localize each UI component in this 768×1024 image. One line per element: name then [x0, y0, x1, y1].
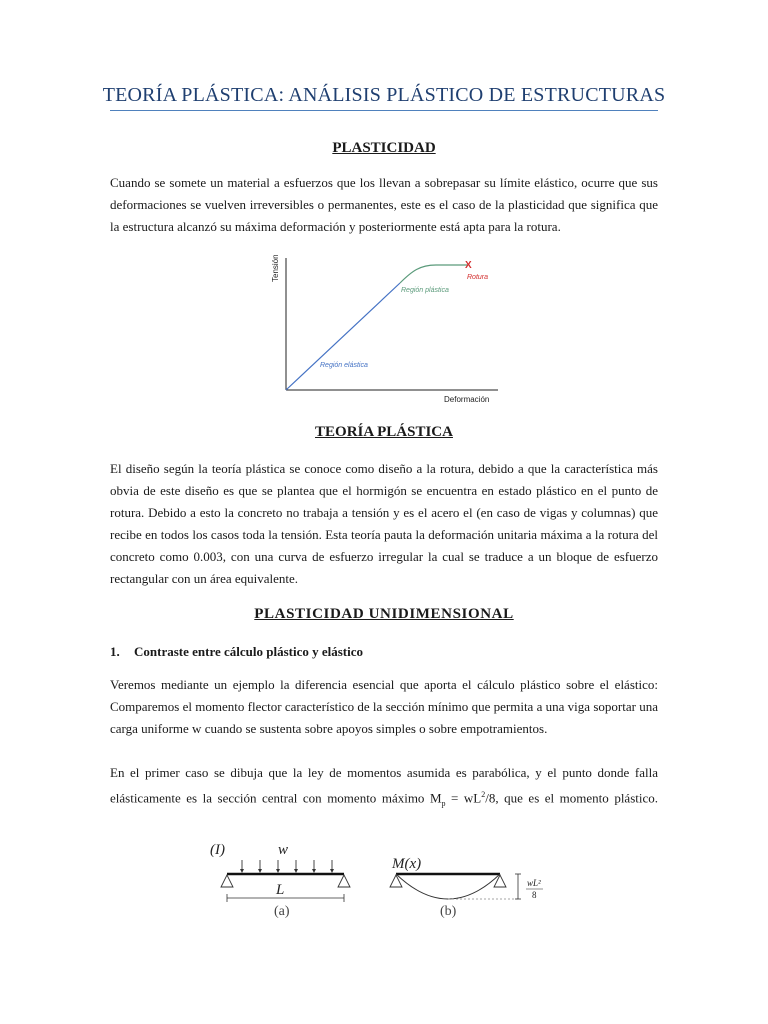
text-segment: = wL — [445, 790, 482, 806]
subheading-title: Contraste entre cálculo plástico y elástico — [134, 644, 364, 659]
caption-a: (a) — [274, 904, 290, 919]
stress-strain-chart — [260, 250, 510, 410]
text-line: deformaciones se vuelven irreversibles o permanentes, este es el caso de la plasticidad que significa que — [110, 197, 658, 212]
support-left-a — [221, 875, 233, 887]
span-label: L — [276, 882, 285, 898]
superscript-2: 2 — [481, 790, 486, 799]
text-line: Comparemos el momento flector característico de la sección mínimo que permita a una viga soportar una — [110, 699, 658, 714]
subheading-number: 1. — [110, 644, 120, 659]
text-line: En el primer caso se dibuja que la ley de momentos asumida es parabólica, y el punto donde falla — [110, 765, 658, 780]
text-line: rectangular con un área equivalente. — [110, 571, 299, 586]
support-right-b — [494, 875, 506, 887]
load-arrowheads — [240, 869, 334, 873]
case-label: (I) — [210, 842, 225, 858]
caption-b: (b) — [440, 904, 457, 919]
moment-label: M(x) — [392, 856, 422, 872]
plastic-region-label: Región plástica — [401, 287, 449, 294]
moment-parabola — [396, 874, 500, 899]
support-right-a — [338, 875, 350, 887]
chart-x-label: Deformación — [444, 395, 490, 404]
max-moment-denominator: 8 — [532, 890, 537, 900]
max-moment-numerator: wL² — [527, 878, 541, 888]
text-line: carga uniforme w cuando se sustenta sobre apoyos simples o sobre empotramientos. — [110, 721, 548, 736]
paragraph-comparacion — [110, 674, 658, 740]
numbered-subheading — [110, 644, 363, 660]
heading-plasticidad: PLASTICIDAD — [332, 140, 436, 156]
load-label: w — [278, 842, 289, 858]
text-segment: /8, que es el momento plástico. — [485, 790, 658, 806]
text-line: El diseño según la teoría plástica se conoce como diseño a la rotura, debido a que la característica más — [110, 461, 658, 476]
rupture-label: Rotura — [467, 274, 489, 281]
support-left-b — [390, 875, 402, 887]
text-line: rotura. Debido a esto la concreto no trabaja a tensión y es el acero el (en caso de vigas y columnas) que — [110, 505, 658, 520]
beam-figure — [200, 834, 570, 924]
plastic-curve — [400, 265, 468, 283]
title-underline — [110, 110, 658, 111]
text-segment: elásticamente es la sección central con momento máximo M — [110, 790, 442, 806]
text-line: concreto como 0.003, con una curva de esfuerzo irregular la cual se traduce a un bloque de esfuerzo — [110, 549, 658, 564]
heading-plasticidad-unidimensional: PLASTICIDAD UNIDIMENSIONAL — [254, 606, 514, 622]
text-line: la estructura alcanzó su máxima deformación y posteriormente está apta para la rotura. — [110, 219, 561, 234]
load-arrows — [242, 860, 332, 871]
paragraph-plasticidad — [110, 172, 658, 238]
text-line: Veremos mediante un ejemplo la diferencia esencial que aporta el cálculo plástico sobre el elástico: — [110, 677, 658, 692]
elastic-line — [286, 283, 400, 390]
page-title: TEORÍA PLÁSTICA: ANÁLISIS PLÁSTICO DE ESTRUCTURAS — [102, 84, 666, 106]
rupture-marker: X — [465, 260, 472, 271]
chart-y-label: Tensión — [271, 254, 280, 282]
text-line: Cuando se somete un material a esfuerzos que los llevan a sobrepasar su límite elástico, ocurre que sus — [110, 175, 658, 190]
text-line: obvia de este diseño es que se plantea que el hormigón se encuentra en estado plástico en el punto de — [110, 483, 658, 498]
paragraph-primer-caso — [110, 762, 658, 806]
heading-teoria-plastica: TEORÍA PLÁSTICA — [315, 424, 453, 440]
subscript-p: p — [441, 798, 446, 808]
elastic-region-label: Región elástica — [320, 362, 368, 369]
text-line: recibe en todos los casos toda la tensión. Esta teoría pauta la deformación unitaria máxima a la rotura del — [110, 527, 658, 542]
text-line-with-formula — [110, 784, 658, 806]
paragraph-teoria-plastica — [110, 458, 658, 590]
